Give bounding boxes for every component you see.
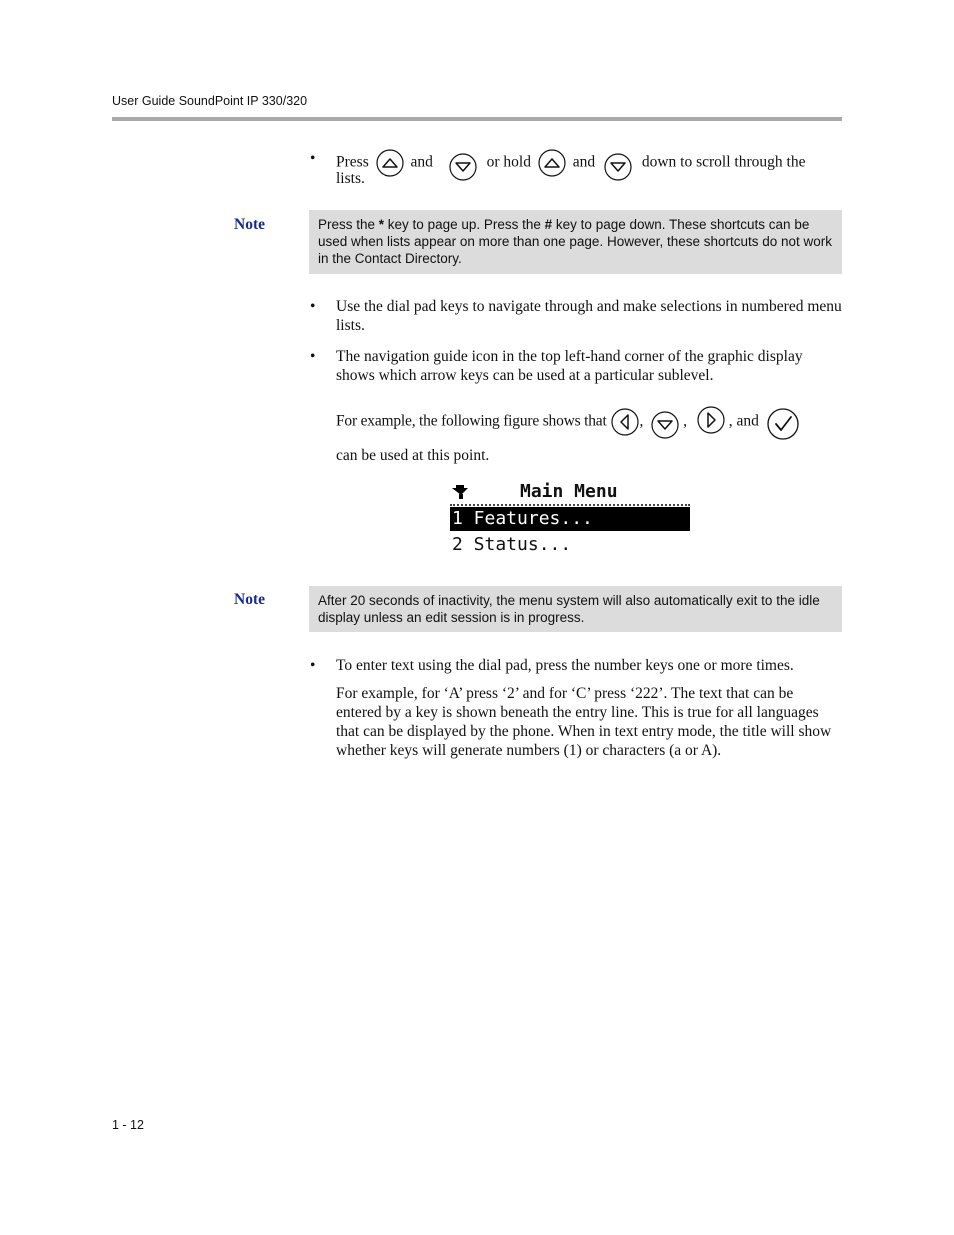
and-text: , and (728, 412, 759, 430)
phone-lcd-display (450, 480, 690, 558)
note-text: key to page up. Press the (384, 217, 545, 232)
bullet-dial-pad-navigation: Use the dial pad keys to navigate through and make selections in numbered menu lists. (336, 298, 842, 334)
lcd-item-label: 1 Features... (452, 508, 593, 529)
note-label: Note (234, 591, 265, 608)
note-text: key to page down. These shortcuts can be used when lists appear on more than one page. However, these shortcuts do not work in the Contact Directory. (318, 217, 833, 266)
or-hold-text: or hold (486, 153, 531, 171)
page-number: 1 - 12 (112, 1118, 144, 1132)
comma: , (639, 412, 644, 430)
lcd-menu-item-features (450, 507, 690, 531)
and-text: and (572, 153, 596, 171)
lcd-menu-item-status (450, 533, 571, 557)
left-arrow-key-icon (611, 408, 639, 436)
note-box-inactivity: After 20 seconds of inactivity, the menu system will also automatically exit to the idle display unless an edit session is in progress. (309, 586, 842, 632)
down-arrow-key-icon (651, 411, 679, 439)
star-key: * (378, 217, 385, 232)
text-entry-paragraph: For example, for ‘A’ press ‘2’ and for ‘C’ press ‘222’. The text that can be entered by a key is shown beneath the entry line. This is true for all languages that can be displayed by the phone. When in text entry mode, the title will show whether keys will generate numbers (1) or characters (a or A). (336, 685, 832, 759)
lcd-title-row (450, 480, 690, 506)
page-header-title: User Guide SoundPoint IP 330/320 (112, 94, 308, 108)
bullet-marker: • (310, 657, 316, 674)
lcd-title: Main Menu (520, 481, 618, 502)
bullet-navigation-guide: The navigation guide icon in the top left-hand corner of the graphic display shows which arrow keys can be used at a particular sublevel. (336, 348, 803, 384)
example-tail: can be used at this point. (336, 447, 490, 464)
bullet-scroll-line2: lists. (336, 170, 365, 187)
scroll-text: down to scroll through the (641, 153, 806, 171)
bullet-text-entry: To enter text using the dial pad, press the number keys one or more times. (336, 657, 794, 674)
note-box-shortcuts (309, 210, 842, 274)
bullet-marker: • (310, 298, 316, 315)
comma: , (683, 412, 687, 430)
bullet-marker: • (310, 150, 316, 167)
select-check-key-icon (767, 408, 799, 440)
and-text: and (410, 153, 433, 171)
navigation-guide-icon (450, 484, 472, 500)
example-lead-text: For example, the following figure shows that (336, 412, 607, 430)
note-text: Press the (318, 217, 379, 232)
example-line (336, 406, 842, 438)
header-rule (112, 117, 842, 121)
note-label: Note (234, 216, 265, 233)
bullet-marker: • (310, 348, 316, 365)
right-arrow-key-icon (697, 406, 725, 434)
hash-key: # (544, 217, 553, 232)
press-text: Press (336, 153, 369, 171)
lcd-item-label: 2 Status... (452, 534, 572, 555)
